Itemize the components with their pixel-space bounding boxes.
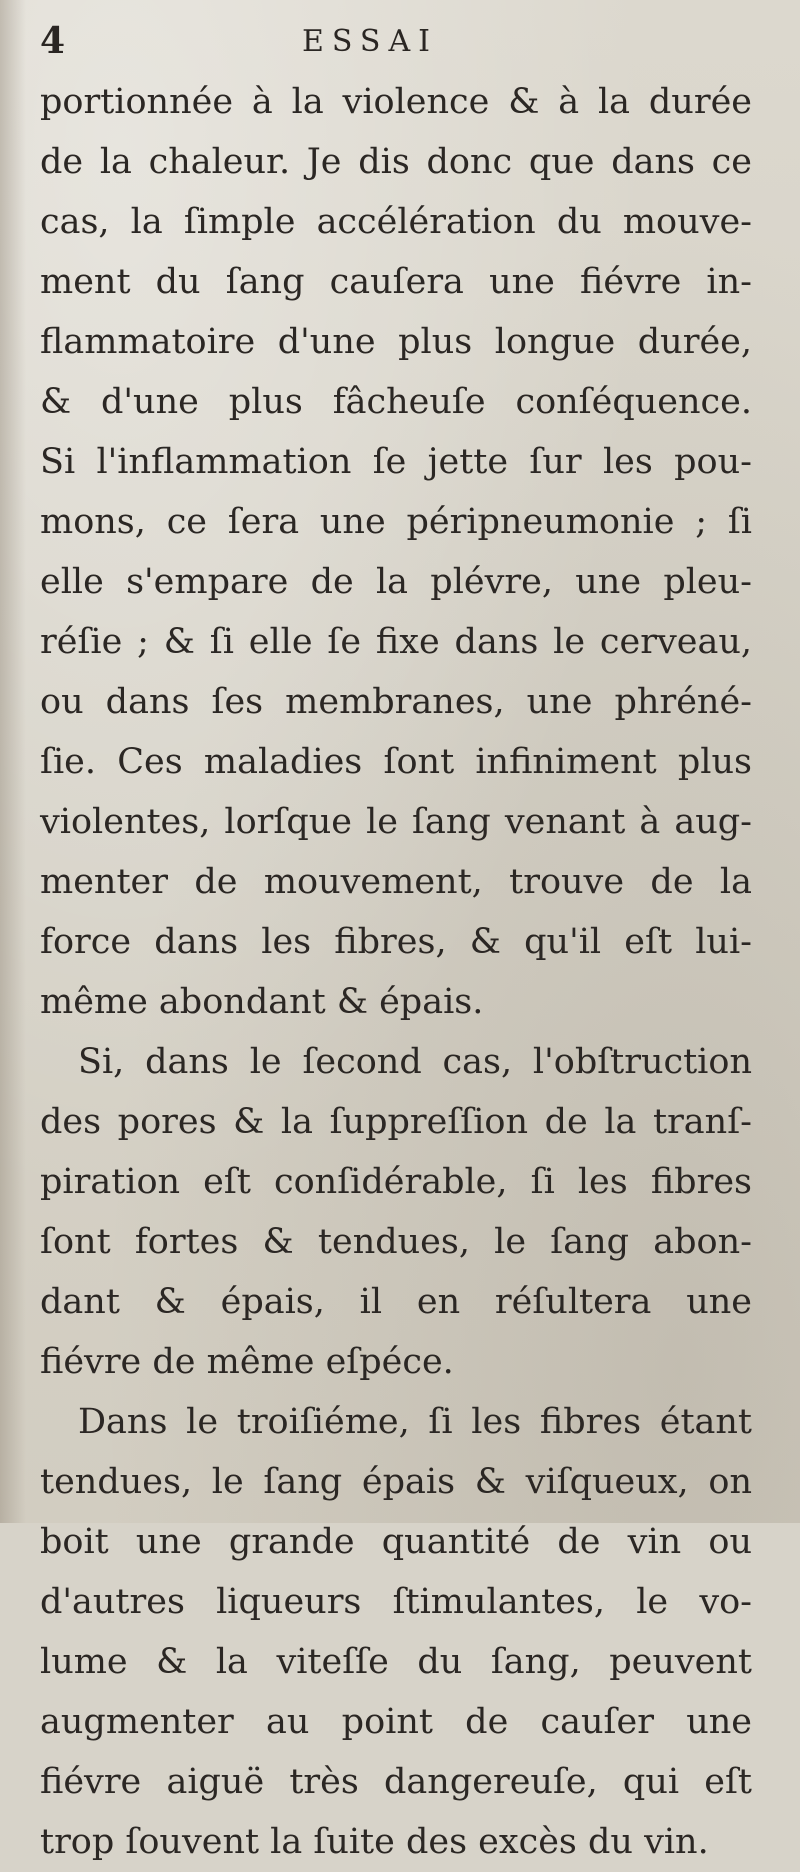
text-line: boit une grande quantité de vin ou (40, 1522, 752, 1562)
text-line: Si l'inflammation ſe jette ſur les pou- (40, 442, 752, 482)
paragraph-start-line: Dans le troiſiéme, ſi les fibres étant (78, 1402, 752, 1442)
text-line: ment du ſang cauſera une fiévre in- (40, 262, 752, 302)
page-number: 4 (40, 20, 66, 62)
text-line: lume & la viteſſe du ſang, peuvent (40, 1642, 752, 1682)
text-line: ou dans ſes membranes, une phréné- (40, 682, 752, 722)
paragraph-end-line: trop ſouvent la ſuite des excès du vin. (40, 1822, 709, 1862)
text-line: ſont fortes & tendues, le ſang abon- (40, 1222, 752, 1262)
text-line: force dans les fibres, & qu'il eſt lui- (40, 922, 752, 962)
text-line: augmenter au point de cauſer une (40, 1702, 752, 1742)
body-text (40, 72, 752, 1872)
text-line: mons, ce ſera une péripneumonie ; ſi (40, 502, 752, 542)
text-line: des pores & la ſuppreſſion de la tranſ- (40, 1102, 752, 1142)
text-line: d'autres liqueurs ſtimulantes, le vo- (40, 1582, 752, 1622)
text-line: portionnée à la violence & à la durée (40, 82, 752, 122)
text-line: de la chaleur. Je dis donc que dans ce (40, 142, 752, 182)
running-title: ESSAI (302, 24, 438, 59)
text-line: réſie ; & ſi elle ſe fixe dans le cerveau, (40, 622, 752, 662)
text-line: tendues, le ſang épais & viſqueux, on (40, 1462, 752, 1502)
text-line: cas, la ſimple accélération du mouve- (40, 202, 752, 242)
text-line: elle s'empare de la plévre, une pleu- (40, 562, 752, 602)
text-line: ſie. Ces maladies ſont infiniment plus (40, 742, 752, 782)
paragraph-end-line: même abondant & épais. (40, 982, 484, 1022)
page-header (40, 18, 760, 66)
text-line: & d'une plus fâcheuſe conſéquence. (40, 382, 752, 422)
text-line: flammatoire d'une plus longue durée, (40, 322, 752, 362)
text-line: violentes, lorſque le ſang venant à aug- (40, 802, 752, 842)
text-line: dant & épais, il en réſultera une (40, 1282, 752, 1322)
text-line: fiévre aiguë très dangereuſe, qui eſt (40, 1762, 752, 1802)
text-line: menter de mouvement, trouve de la (40, 862, 752, 902)
paragraph-start-line: Si, dans le ſecond cas, l'obſtruction (78, 1042, 752, 1082)
paragraph-end-line: fiévre de même eſpéce. (40, 1342, 454, 1382)
page-gutter-shadow (0, 0, 26, 1523)
text-line: piration eſt conſidérable, ſi les fibres (40, 1162, 752, 1202)
